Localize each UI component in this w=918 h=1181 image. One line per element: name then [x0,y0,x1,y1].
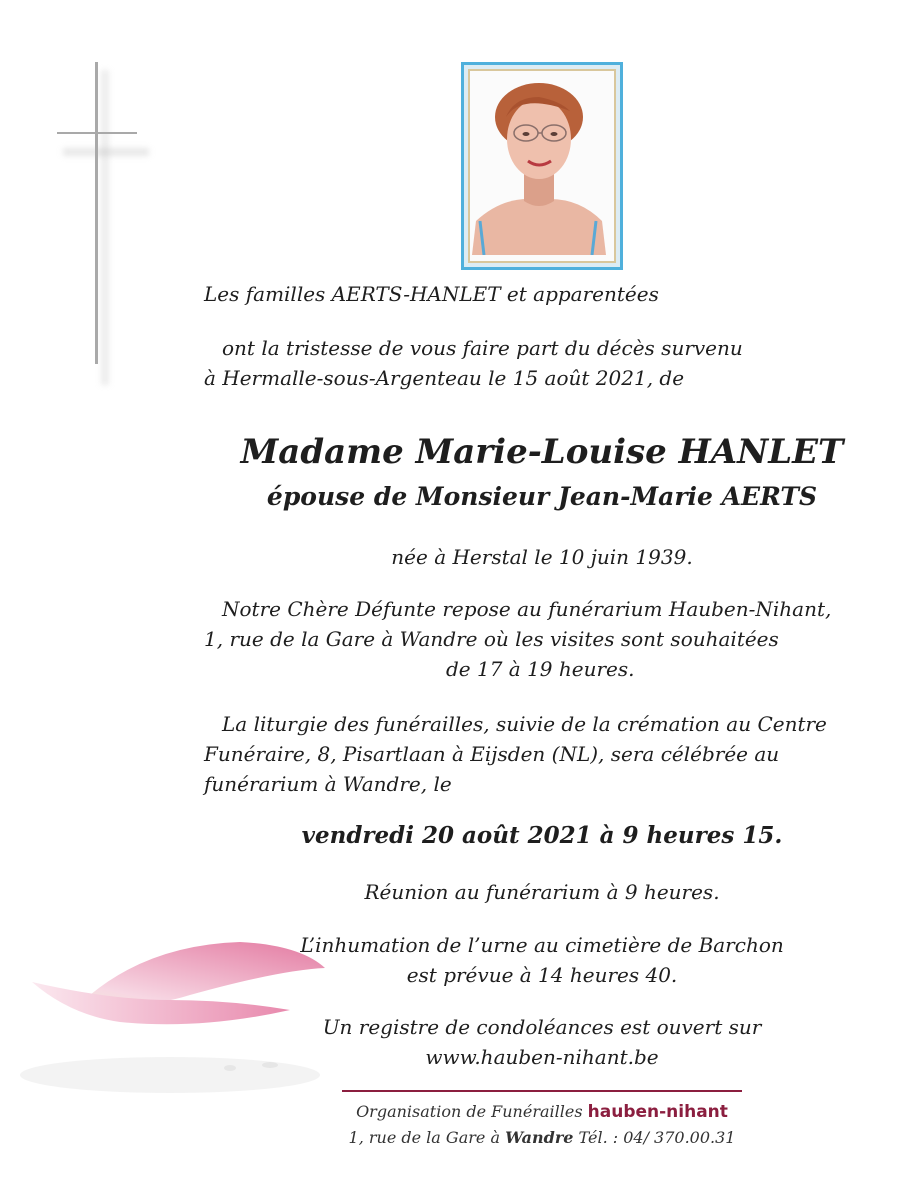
footer-divider [342,1090,742,1092]
liturgy-line-2: Funéraire, 8, Pisartlaan à Eijsden (NL), sera célébrée au [204,742,780,766]
footer-phone: Tél. : 04/ 370.00.31 [578,1128,736,1147]
brand-logo: hauben-nihant [587,1102,728,1122]
birth-line: née à Herstal le 10 juin 1939. [391,545,693,569]
deceased-name: Madame Marie-Louise HANLET [240,432,844,472]
announcement-line-1: ont la tristesse de vous faire part du décès survenu [222,336,743,360]
portrait-photo [470,71,614,261]
footer-address [200,1125,884,1151]
urn-line-2: est prévue à 14 heures 40. [406,963,678,987]
footer-organisation [200,1099,884,1125]
visitation-hours: de 17 à 19 heures. [446,657,635,681]
visitation-line-2: 1, rue de la Gare à Wandre où les visites sont souhaitées [204,627,779,651]
urn-line-1: L’inhumation de l’urne au cimetière de Barchon [300,933,784,957]
footer-address-street: 1, rue de la Gare à [348,1128,500,1147]
liturgy-line-1: La liturgie des funérailles, suivie de la crémation au Centre [222,712,827,736]
footer-org-label: Organisation de Funérailles [356,1102,583,1121]
registry-url[interactable]: www.hauben-nihant.be [425,1045,659,1069]
visitation-line-1: Notre Chère Défunte repose au funérarium Hauben-Nihant, [222,597,832,621]
families-line: Les familles AERTS-HANLET et apparentées [204,282,659,306]
portrait-frame [461,62,623,270]
registry-line: Un registre de condoléances est ouvert sur [322,1015,762,1039]
liturgy-line-3: funérarium à Wandre, le [204,772,452,796]
announcement-line-2: à Hermalle-sous-Argenteau le 15 août 2021, de [204,366,685,390]
spouse-line: épouse de Monsieur Jean-Marie AERTS [266,482,818,511]
footer-address-city: Wandre [505,1128,574,1147]
ceremony-date: vendredi 20 août 2021 à 9 heures 15. [301,822,783,849]
meeting-line: Réunion au funérarium à 9 heures. [364,880,720,904]
